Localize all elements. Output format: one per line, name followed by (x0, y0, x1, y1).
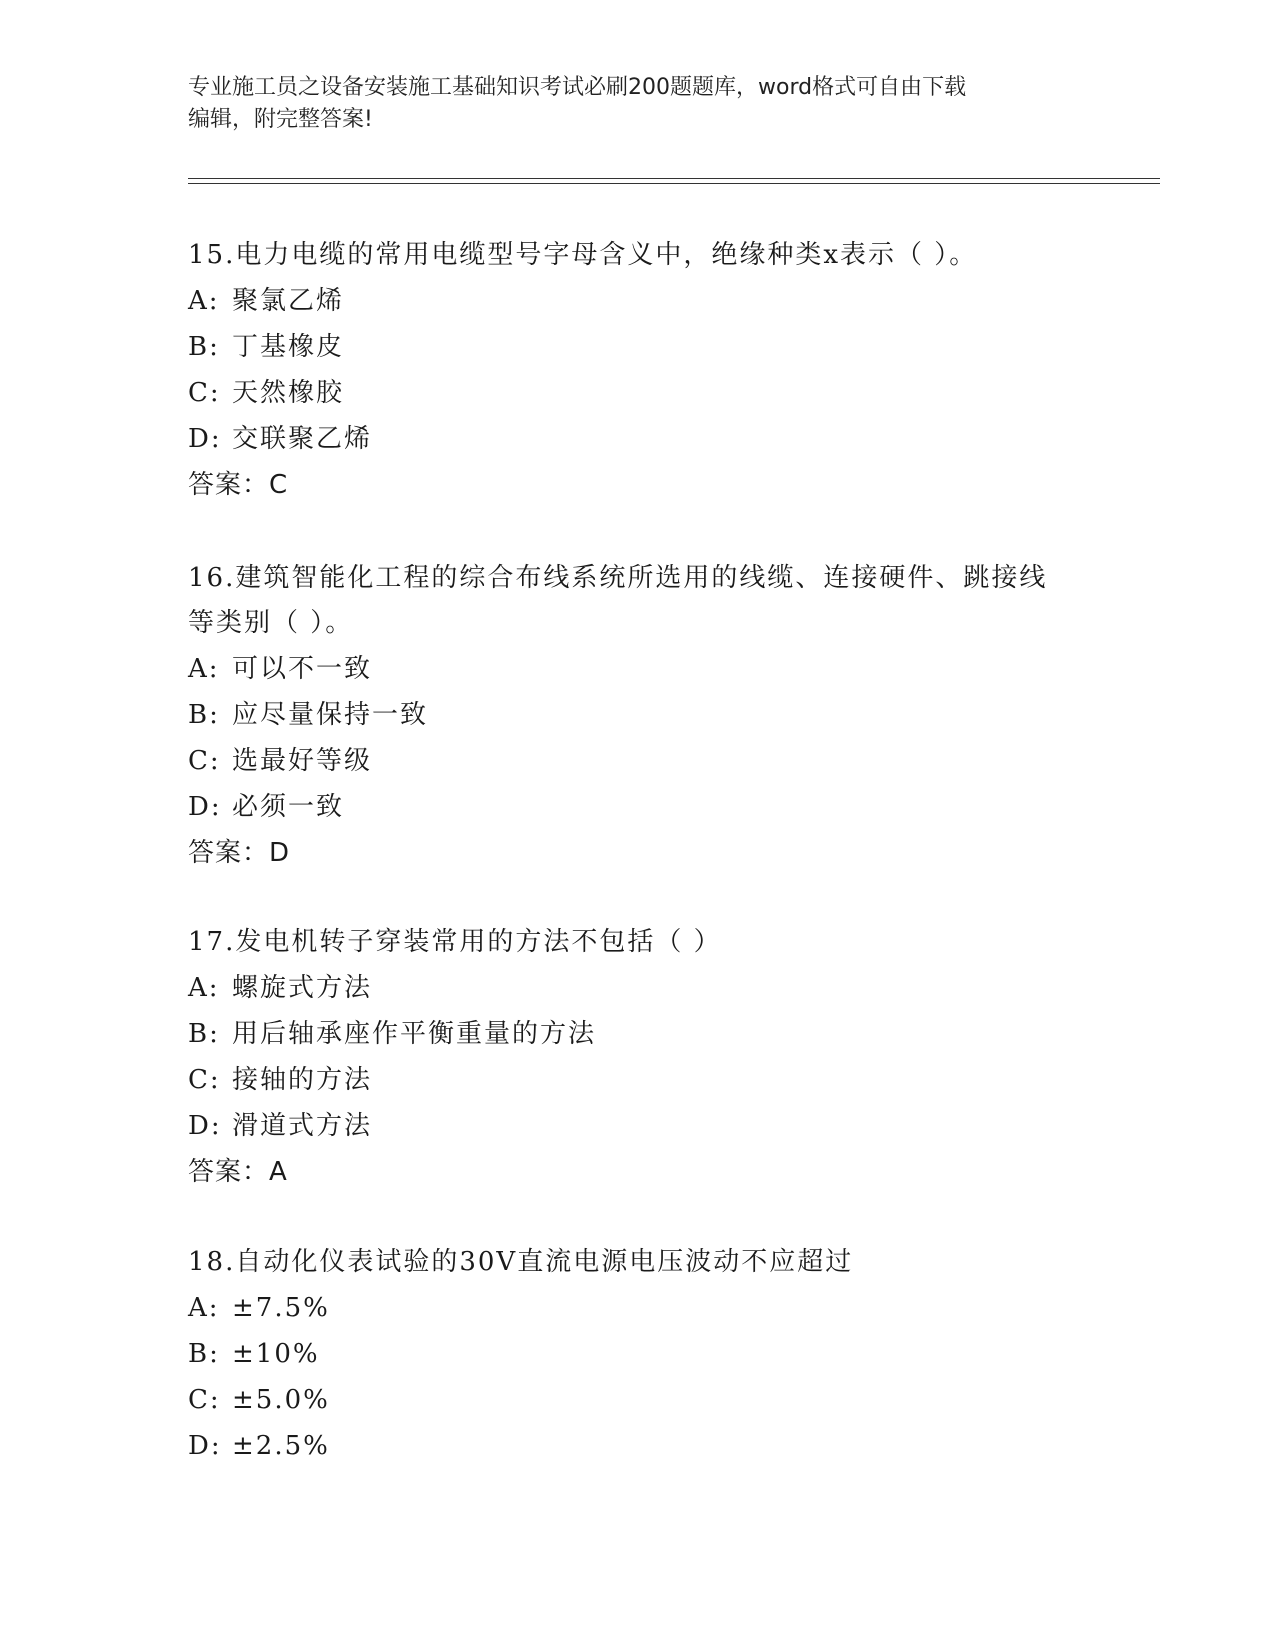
question-stem-line-2: 等类别（ ）。 (188, 608, 354, 638)
option-letter: D: (188, 1111, 222, 1141)
header-divider-bottom (188, 183, 1160, 184)
option-letter: D: (188, 792, 222, 822)
option-text: 滑道式方法 (232, 1111, 373, 1141)
option-text: 聚氯乙烯 (232, 286, 345, 316)
option-text: 用后轴承座作平衡重量的方法 (232, 1019, 597, 1049)
option-letter: B: (188, 1339, 220, 1369)
option-text: 交联聚乙烯 (232, 424, 373, 454)
header-line-1: 专业施工员之设备安装施工基础知识考试必刷200题题库，word格式可自由下载 (188, 75, 967, 100)
option-text: ±7.5% (232, 1293, 330, 1323)
option-letter: C: (188, 1385, 221, 1415)
option-b (188, 1331, 1088, 1377)
option-b (188, 692, 1088, 738)
option-c (188, 738, 1088, 784)
question-18 (188, 1240, 1088, 1469)
option-text: 接轴的方法 (232, 1065, 373, 1095)
question-stem: 17.发电机转子穿装常用的方法不包括（ ） (188, 927, 722, 957)
option-d (188, 1423, 1088, 1469)
option-letter: A: (188, 286, 220, 316)
answer-text: 答案：A (188, 1157, 288, 1187)
question-15 (188, 233, 1088, 508)
option-d (188, 784, 1088, 830)
option-a (188, 646, 1088, 692)
option-letter: A: (188, 1293, 220, 1323)
option-a (188, 278, 1088, 324)
header-line-2: 编辑，附完整答案! (188, 107, 373, 132)
option-a (188, 965, 1088, 1011)
option-text: 必须一致 (232, 792, 345, 822)
question-stem-line-1: 16.建筑智能化工程的综合布线系统所选用的线缆、连接硬件、跳接线 (188, 563, 1048, 593)
question-16 (188, 556, 1088, 876)
option-text: 螺旋式方法 (232, 973, 373, 1003)
question-stem: 18.自动化仪表试验的30V直流电源电压波动不应超过 (188, 1247, 854, 1277)
option-letter: C: (188, 378, 221, 408)
option-b (188, 1011, 1088, 1057)
question-stem: 15.电力电缆的常用电缆型号字母含义中，绝缘种类x表示（ ）。 (188, 240, 978, 270)
option-text: 丁基橡皮 (232, 332, 345, 362)
option-b (188, 324, 1088, 370)
option-letter: A: (188, 654, 220, 684)
option-text: 天然橡胶 (232, 378, 345, 408)
option-letter: B: (188, 332, 220, 362)
option-letter: B: (188, 700, 220, 730)
answer-text: 答案：D (188, 838, 291, 868)
header-divider-top (188, 178, 1160, 179)
option-c (188, 1377, 1088, 1423)
option-text: ±5.0% (232, 1385, 330, 1415)
answer-text: 答案：C (188, 470, 289, 500)
option-letter: A: (188, 973, 220, 1003)
option-a (188, 1285, 1088, 1331)
option-text: ±10% (232, 1339, 320, 1369)
option-letter: D: (188, 1431, 222, 1461)
option-letter: C: (188, 746, 221, 776)
option-c (188, 370, 1088, 416)
option-d (188, 1103, 1088, 1149)
option-text: ±2.5% (232, 1431, 330, 1461)
option-d (188, 416, 1088, 462)
option-text: 应尽量保持一致 (232, 700, 429, 730)
option-letter: C: (188, 1065, 221, 1095)
option-letter: D: (188, 424, 222, 454)
option-text: 选最好等级 (232, 746, 373, 776)
option-c (188, 1057, 1088, 1103)
document-header (188, 72, 1068, 136)
option-letter: B: (188, 1019, 220, 1049)
option-text: 可以不一致 (232, 654, 373, 684)
question-17 (188, 920, 1088, 1195)
